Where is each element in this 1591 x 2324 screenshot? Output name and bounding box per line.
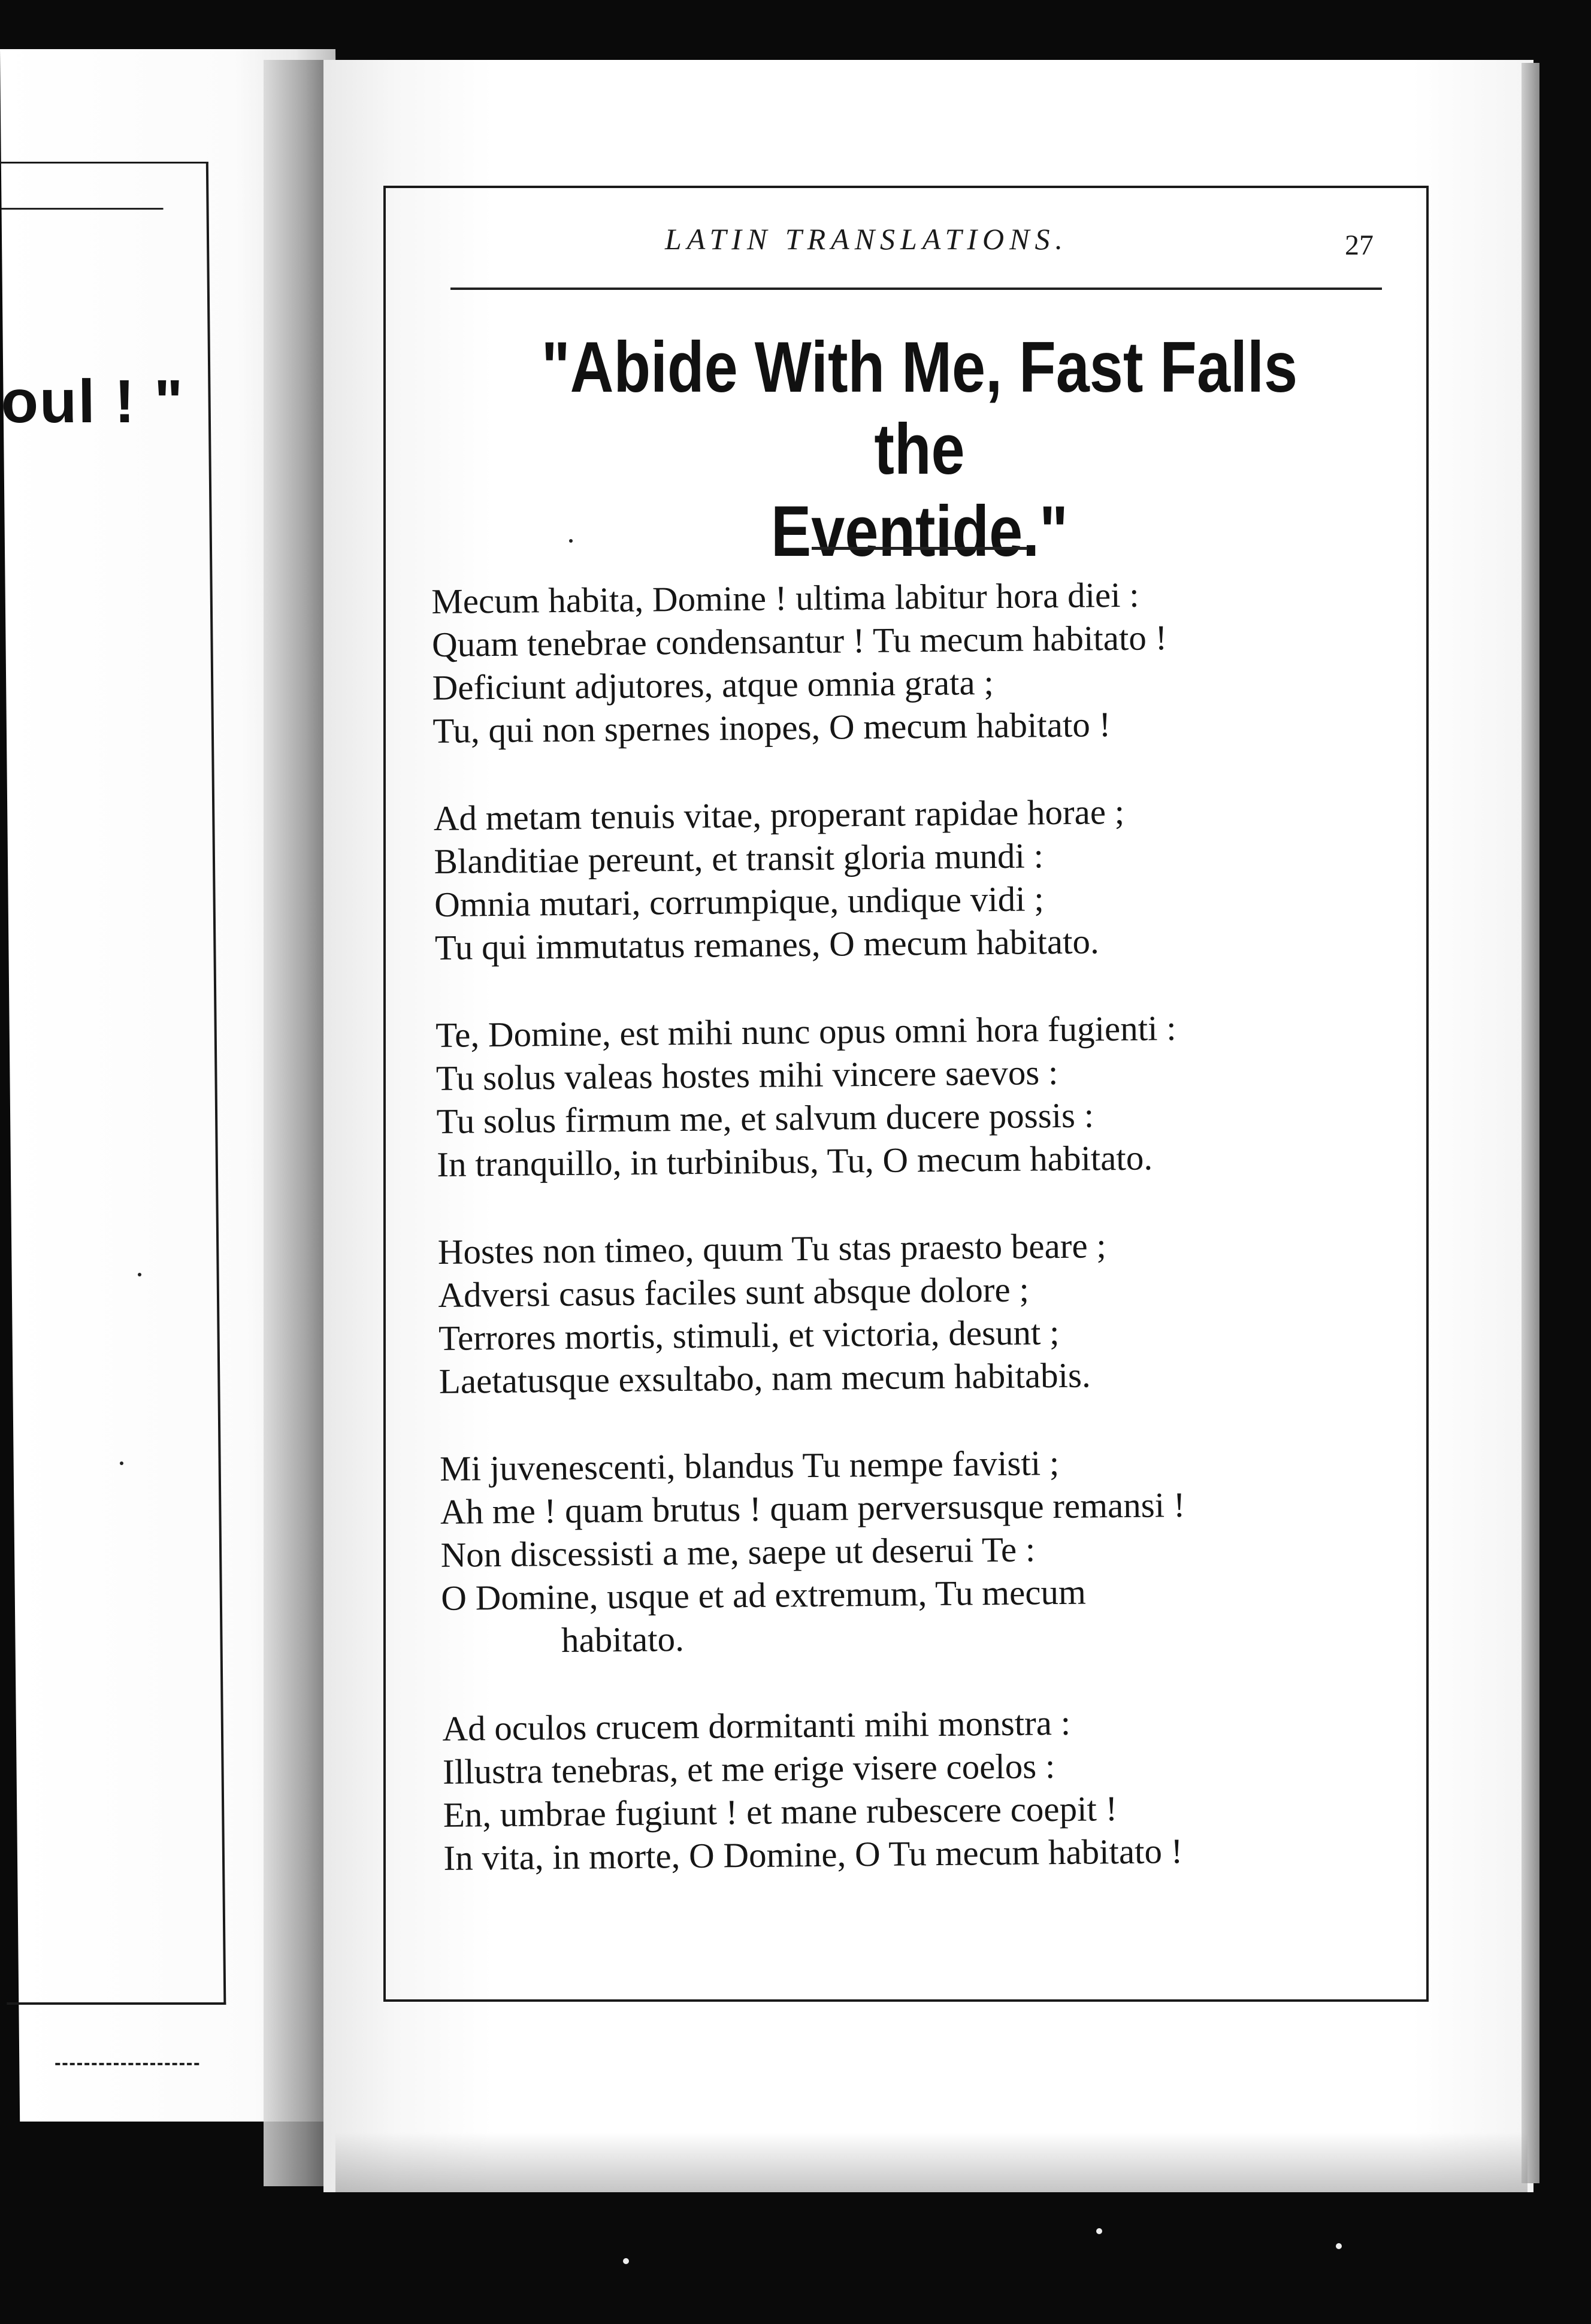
verse-line: Quam tenebrae condensantur ! Tu mecum habitato ! [431,618,1167,664]
verse-line: Tu qui immutatus remanes, O mecum habitato. [434,921,1100,967]
left-page-border [0,162,226,2005]
scan-speck [1096,2228,1102,2234]
verse-line: Ah me ! quam brutus ! quam perversusque remansi ! [440,1484,1185,1532]
scan-speck [569,539,573,543]
verse-line: In vita, in morte, O Domine, O Tu mecum habitato ! [443,1831,1183,1878]
verse-line: O Domine, usque et ad extremum, Tu mecum [441,1572,1087,1618]
header-rule [450,288,1382,290]
verse-line: Deficiunt adjutores, atque omnia grata ; [432,662,994,707]
left-page-rule [2,208,164,210]
stanza-3 [435,1004,1426,1186]
hymn-title [500,326,1340,572]
running-header: LATIN TRANSLATIONS. [665,222,1068,256]
verse-line: Adversi casus faciles sunt absque dolore ; [438,1269,1030,1315]
verse-line: Ad metam tenuis vitae, properant rapidae horae ; [433,791,1125,838]
verse-line: Non discessisti a me, saepe ut deserui Te : [440,1529,1036,1575]
verse-line: Tu solus firmum me, et salvum ducere possis : [436,1095,1094,1141]
stanza-6 [442,1697,1432,1880]
verse-line: Blanditiae pereunt, et transit gloria mundi : [434,836,1044,881]
verse-line: Illustra tenebras, et me erige visere coelos : [442,1746,1055,1792]
verse-line: Tu, qui non spernes inopes, O mecum habitato ! [432,704,1111,751]
scan-speck [120,1461,123,1465]
scan-speck [138,1273,141,1276]
page-edge-shadow [1522,63,1539,2183]
verse-line: Tu solus valeas hostes mihi vincere saevos : [435,1052,1058,1098]
hymn-title-line-2: Eventide." [771,491,1068,571]
verse-line: Terrores mortis, stimuli, et victoria, desunt ; [438,1312,1060,1358]
poem-body [431,570,1432,1924]
verse-line: Te, Domine, est mihi nunc opus omni hora fugienti : [435,1008,1176,1055]
verse-line: En, umbrae fugiunt ! et mane rubescere coepit ! [443,1789,1118,1835]
verse-line: Hostes non timeo, quum Tu stas praesto beare ; [437,1225,1107,1272]
stanza-4 [437,1221,1427,1403]
scan-speck [623,2258,629,2264]
hymn-title-line-1: "Abide With Me, Fast Falls the [541,327,1298,489]
verse-line-continuation: habitato. [561,1619,685,1660]
verse-line: Mecum habita, Domine ! ultima labitur hora diei : [431,574,1139,621]
verse-line: In tranquillo, in turbinibus, Tu, O mecum habitato. [437,1137,1153,1184]
verse-line: Omnia mutari, corrumpique, undique vidi ; [434,879,1045,924]
stanza-1 [431,570,1421,752]
verse-line: Laetatusque exsultabo, nam mecum habitabis. [438,1355,1091,1401]
title-divider-rule [812,547,1027,550]
verse-line: Mi juvenescenti, blandus Tu nempe favisti ; [439,1443,1060,1488]
stanza-2 [433,787,1423,969]
left-page-bottom-rule [55,2063,199,2065]
verse-line: Ad oculos crucem dormitanti mihi monstra : [442,1702,1071,1748]
scan-speck [1336,2243,1342,2249]
page-number: 27 [1345,229,1374,261]
left-page-text-fragment: oul ! " [1,367,185,435]
page-bottom-shadow [335,2132,1528,2192]
stanza-5 [440,1438,1430,1663]
